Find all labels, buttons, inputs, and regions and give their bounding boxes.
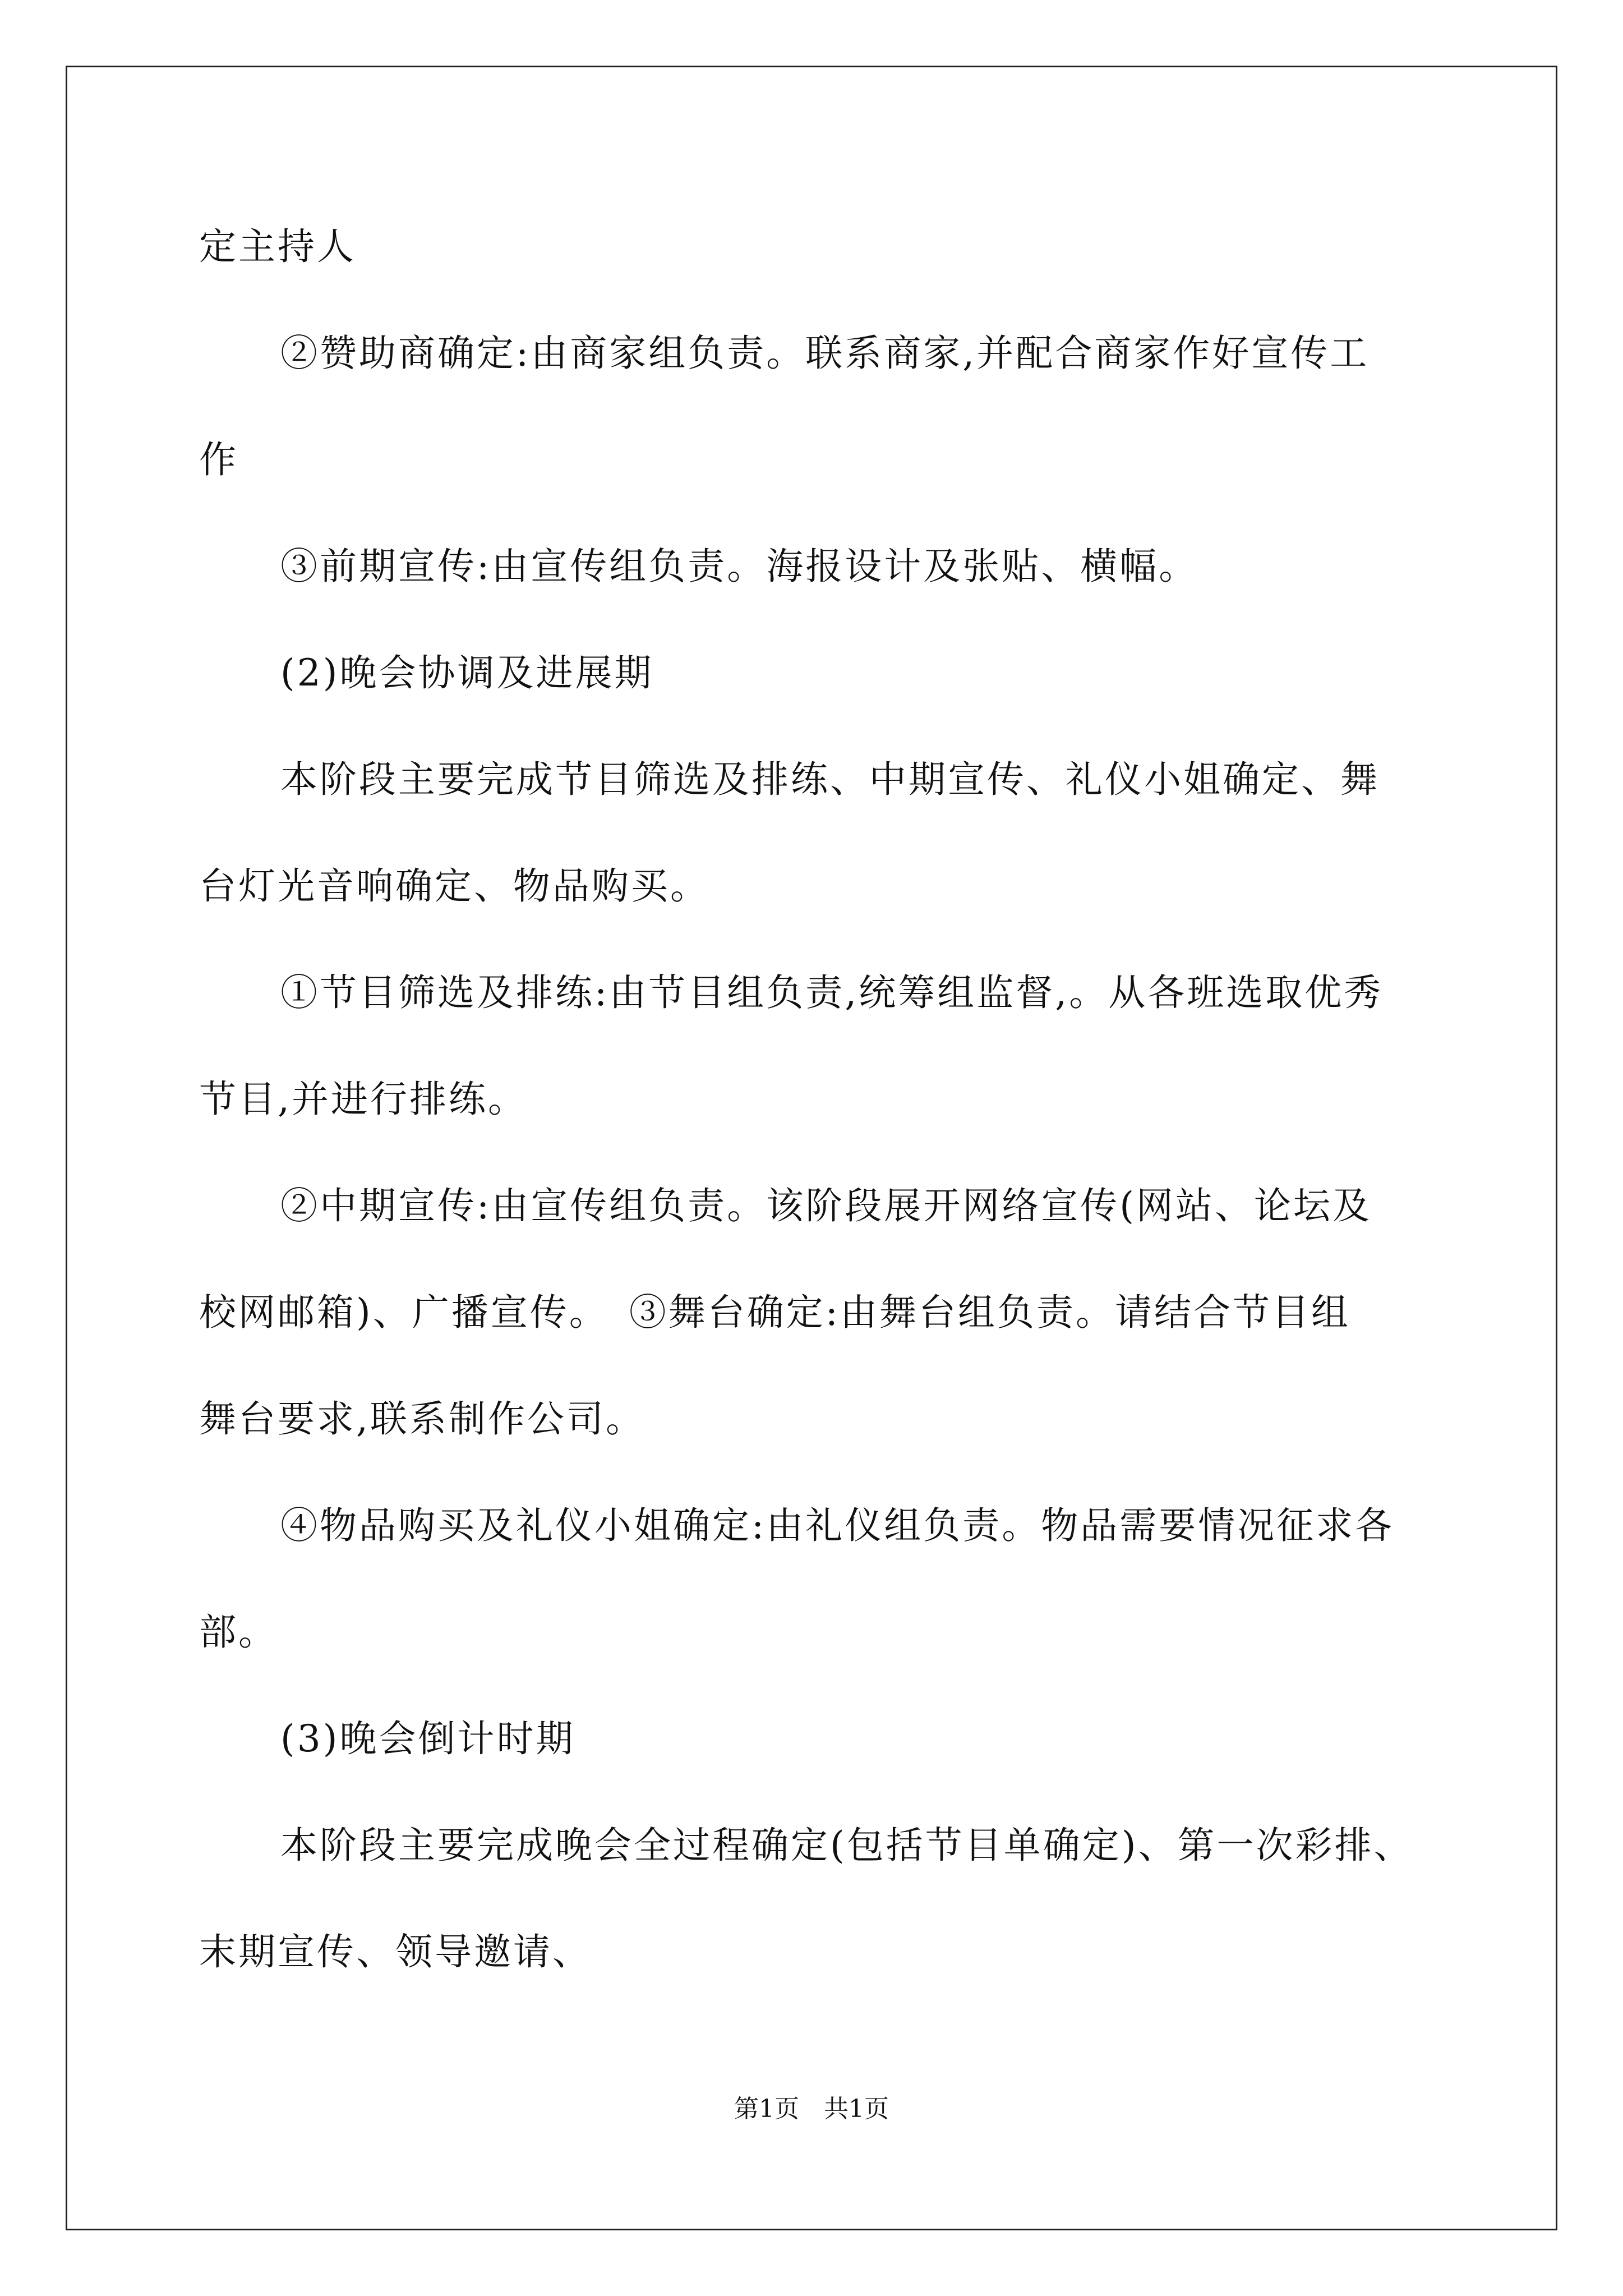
text-line: 本阶段主要完成晚会全过程确定(包括节目单确定)、第一次彩排、	[280, 1824, 1413, 1867]
section-heading: (3)晚会倒计时期	[280, 1717, 575, 1760]
text-line: 舞台要求,联系制作公司。	[199, 1397, 645, 1441]
page-frame	[66, 66, 1557, 2230]
text-line: 定主持人	[199, 225, 356, 268]
text-line: 节目,并进行排练。	[199, 1078, 527, 1121]
text-line: 台灯光音响确定、物品购买。	[199, 864, 709, 908]
text-line: 部。	[199, 1611, 278, 1654]
section-heading: (2)晚会协调及进展期	[280, 651, 654, 694]
text-line: ①节目筛选及排练:由节目组负责,统筹组监督,。从各班选取优秀	[280, 971, 1384, 1014]
text-line: 末期宣传、领导邀请、	[199, 1930, 592, 1973]
page-footer: 第1页 共1页	[734, 2095, 889, 2123]
text-line: ②赞助商确定:由商家组负责。联系商家,并配合商家作好宣传工	[280, 332, 1370, 375]
text-line: ③前期宣传:由宣传组负责。海报设计及张贴、横幅。	[280, 545, 1198, 588]
text-line: 作	[199, 438, 238, 481]
text-line: ②中期宣传:由宣传组负责。该阶段展开网络宣传(网站、论坛及	[280, 1184, 1372, 1227]
text-line: 本阶段主要完成节目筛选及排练、中期宣传、礼仪小姐确定、舞	[280, 758, 1380, 801]
text-line: 校网邮箱)、广播宣传。 ③舞台确定:由舞台组负责。请结合节目组	[199, 1291, 1350, 1334]
text-line: ④物品购买及礼仪小姐确定:由礼仪组负责。物品需要情况征求各	[280, 1504, 1395, 1547]
